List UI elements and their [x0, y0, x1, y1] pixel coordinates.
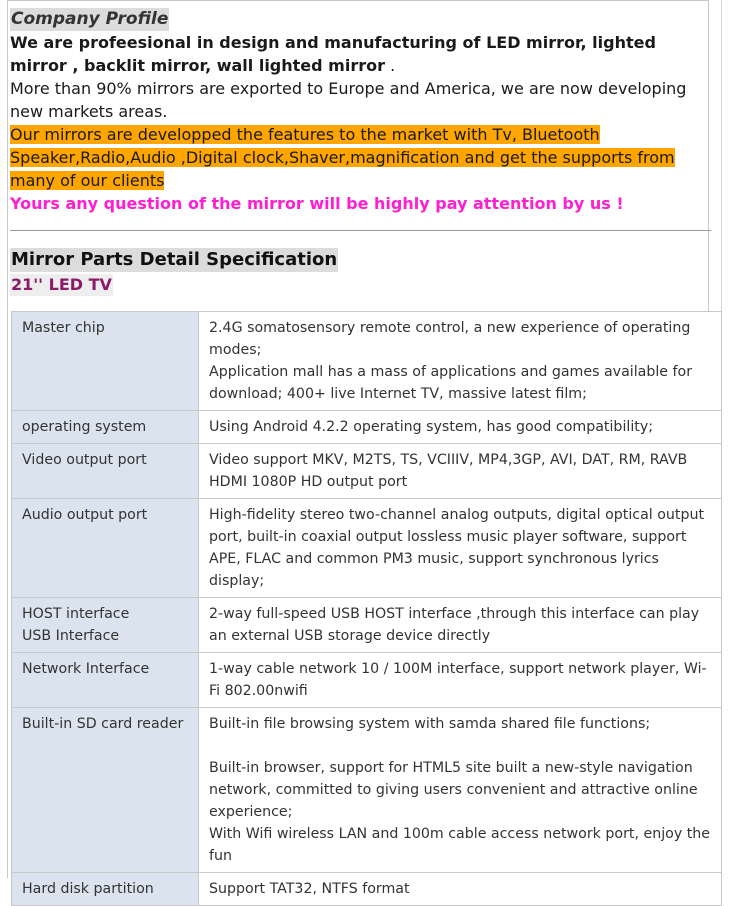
spec-value-line: Using Android 4.2.2 operating system, has good compatibility; [209, 419, 654, 435]
spec-row [12, 499, 722, 598]
spec-value-line: Video support MKV, M2TS, TS, VCIIIV, MP4,3GP, AVI, DAT, RM, RAVB [209, 452, 688, 468]
spec-value-cell [199, 312, 722, 411]
spec-row [12, 708, 722, 873]
spec-value-line: High-fidelity stereo two-channel analog outputs, digital optical output port, built-in coaxial output lossless music player software, support APE, FLAC and common PM3 music, support synchronous lyrics display; [209, 507, 705, 589]
spec-key-line: Network Interface [22, 661, 150, 677]
profile-attention-line: Yours any question of the mirror will be highly pay attention by us ! [10, 194, 624, 213]
spec-key-cell [12, 444, 199, 499]
spec-row [12, 312, 722, 411]
spec-key-cell [12, 312, 199, 411]
spec-key-line: Hard disk partition [22, 881, 154, 897]
spec-value-cell [199, 708, 722, 873]
spec-value-line: With Wifi wireless LAN and 100m cable access network port, enjoy the fun [209, 826, 711, 864]
spec-row [12, 411, 722, 444]
spec-row [12, 444, 722, 499]
spec-value-line: HDMI 1080P HD output port [209, 474, 408, 490]
spec-key-cell [12, 653, 199, 708]
spec-key-cell [12, 598, 199, 653]
spec-table-body [12, 312, 722, 906]
spec-row [12, 873, 722, 906]
profile-bold-text: We are profeesional in design and manufacturing of LED mirror, lighted mirror , backlit mirror, wall lighted mirror [10, 33, 656, 75]
spec-value-cell [199, 873, 722, 906]
spec-key-line: USB Interface [22, 628, 120, 644]
spec-key-cell [12, 411, 199, 444]
spec-table [11, 311, 722, 906]
spec-value-line: 2.4G somatosensory remote control, a new experience of operating modes; [209, 320, 691, 358]
spec-key-cell [12, 708, 199, 873]
spec-value-line: Built-in browser, support for HTML5 site built a new-style navigation network, committed to giving users convenient and attractive online experience; [209, 760, 698, 820]
spec-row [12, 653, 722, 708]
profile-highlight-text: Our mirrors are developped the features to the market with Tv, Bluetooth Speaker,Radio,Audio ,Digital clock,Shaver,magnification and get the supports from many of our clients [10, 125, 675, 190]
company-profile-title: Company Profile [11, 9, 169, 29]
spec-value-line: 2-way full-speed USB HOST interface ,through this interface can play an external USB storage device directly [209, 606, 700, 644]
spec-product-subtitle: 21'' LED TV [11, 275, 112, 294]
spec-value-line: Built-in file browsing system with samda shared file functions; [209, 716, 651, 732]
spec-section-title: Mirror Parts Detail Specification [11, 249, 338, 270]
spec-value-line: Support TAT32, NTFS format [209, 881, 410, 897]
profile-bold-paragraph [10, 31, 712, 77]
spec-value-cell [199, 653, 722, 708]
spec-value-gap [209, 735, 711, 757]
spec-value-line: 1-way cable network 10 / 100M interface, support network player, Wi-Fi 802.00nwifi [209, 661, 707, 699]
spec-key-line: operating system [22, 419, 147, 435]
company-profile-section [10, 8, 712, 294]
profile-highlight-paragraph [10, 123, 712, 192]
spec-key-line: Audio output port [22, 507, 148, 523]
profile-bold-suffix: . [385, 56, 396, 75]
spec-value-cell [199, 598, 722, 653]
spec-value-cell [199, 499, 722, 598]
spec-key-line: Built-in SD card reader [22, 716, 184, 732]
spec-value-cell [199, 444, 722, 499]
spec-key-line: Video output port [22, 452, 147, 468]
spec-key-line: Master chip [22, 320, 105, 336]
spec-value-cell [199, 411, 722, 444]
spec-key-line: HOST interface [22, 606, 130, 622]
spec-value-line: Application mall has a mass of applications and games available for download; 400+ live Internet TV, massive latest film; [209, 364, 693, 402]
section-divider [10, 230, 711, 231]
spec-row [12, 598, 722, 653]
spec-key-cell [12, 499, 199, 598]
profile-export-paragraph: More than 90% mirrors are exported to Europe and America, we are now developing new markets areas. [10, 79, 687, 121]
spec-key-cell [12, 873, 199, 906]
